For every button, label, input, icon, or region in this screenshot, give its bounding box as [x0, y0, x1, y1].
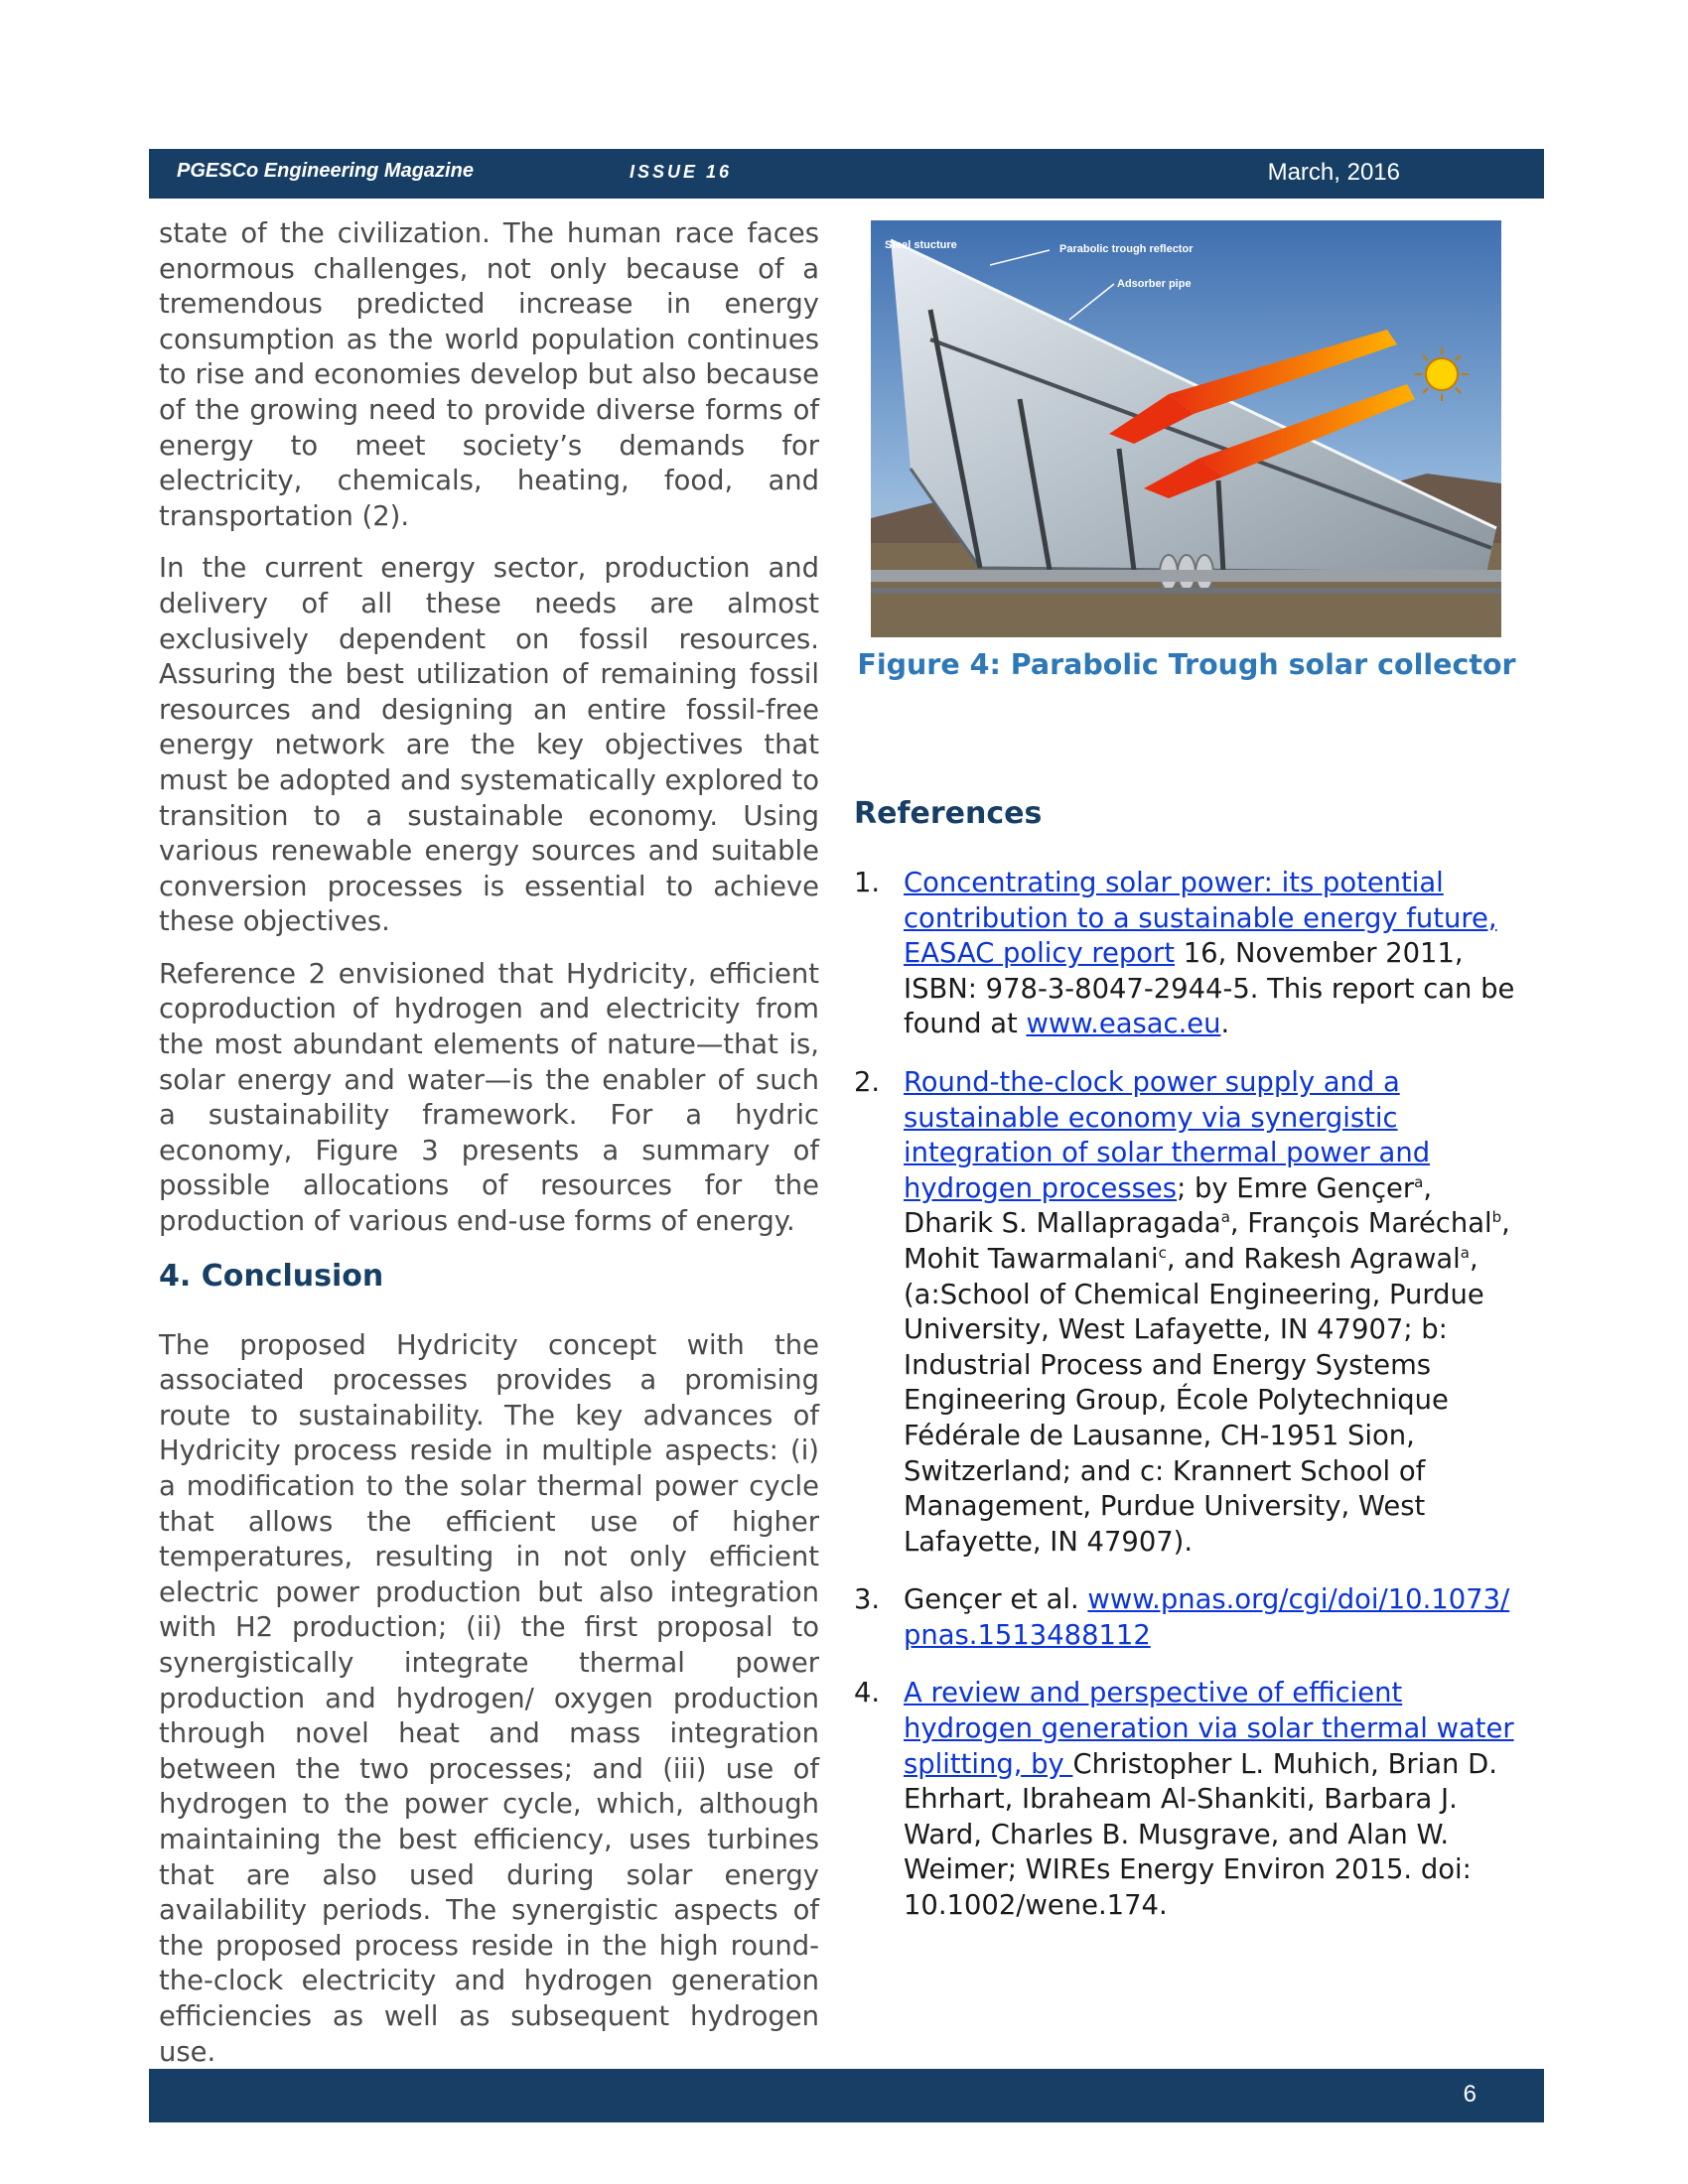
issue-label: ISSUE 16	[630, 162, 733, 182]
reference-number: 3.	[854, 1584, 881, 1616]
reference-text: , François Maréchal	[1229, 1208, 1492, 1240]
label-adsorber-pipe: Adsorber pipe	[1117, 278, 1192, 290]
affiliation-mark: a	[1220, 1208, 1230, 1227]
reference-number: 1.	[854, 868, 881, 898]
reference-item	[854, 1065, 1521, 1560]
reference-item	[854, 866, 1521, 1042]
affiliation-mark: c	[1158, 1243, 1167, 1262]
figure-caption: Figure 4: Parabolic Trough solar collector	[857, 648, 1516, 681]
easac-link[interactable]: www.easac.eu	[1026, 1009, 1221, 1040]
reference-number: 4.	[854, 1678, 881, 1709]
pnas-link[interactable]: www.pnas.org/cgi/doi/10.1073/ pnas.1513488112	[904, 1584, 1510, 1651]
label-steel-structure: Steel stucture	[885, 239, 957, 251]
reference-text: Gençer et al.	[904, 1584, 1088, 1616]
footer-bar	[149, 2069, 1544, 2122]
magazine-title: PGESCo Engineering Magazine	[177, 160, 474, 182]
affiliation-mark: a	[1414, 1172, 1424, 1191]
body-paragraph: state of the civilization. The human race faces enormous challenges, not only because of a tremendous predicted increase in energy consumption as the world population continues to rise and economies develop but also because of the growing need to provide diverse forms of energy to meet society’s demands for electricity, chemicals, heating, food, and transportation (2).	[159, 218, 819, 532]
reference-text: Christopher L. Muhich, Brian D. Ehrhart, Ibraheam Al-Shankiti, Barbara J. Ward, Charles B. Musgrave, and Alan W. Weimer; WIREs Energy Environ 2015. doi: 10.1002/wene.174.	[904, 1748, 1497, 1922]
header-bar	[149, 149, 1544, 199]
reference-text: 16, November 2011, ISBN: 978-3-8047-2944-5. This report can be found at	[904, 938, 1515, 1040]
reference-text: .	[1220, 1009, 1230, 1040]
reference-text: ; by Emre Gençer	[1177, 1172, 1415, 1204]
reference-text: , (a:School of Chemical Engineering, Purdue University, West Lafayette, IN 47907; b: Industrial Process and Energy Systems Engineering Group, École Polytechnique Fédérale de Lausanne, CH-1951 Sion, Switzerland; and c: Krannert School of Management, Purdue University, West Lafayette, IN 47907).	[904, 1243, 1484, 1558]
reference-link[interactable]: Round-the-clock power supply and a sustainable economy via synergistic integration of solar thermal power and hydrogen processes	[904, 1066, 1431, 1204]
affiliation-mark: b	[1491, 1208, 1502, 1227]
reference-text: , Mohit Tawarmalani	[904, 1208, 1510, 1275]
parabolic-trough-photo	[871, 220, 1501, 637]
body-paragraph: The proposed Hydricity concept with the associated processes provides a promising route to sustainability. The key advances of Hydricity process reside in multiple aspects: (i) a modification to the solar thermal power cycle that allows the efficient use of higher temperatures, resulting in not only efficient electric power production but also integration with H2 production; (ii) the first proposal to synergistically integrate thermal power production and hydrogen/ oxygen production through novel heat and mass integration between the two processes; and (iii) use of hydrogen to the power cycle, which, although maintaining the best efficiency, uses turbines that are also used during solar energy availability periods. The synergistic aspects of the proposed process reside in the high round-the-clock electricity and hydrogen generation efficiencies as well as subsequent hydrogen use.	[159, 1329, 819, 2068]
references-list	[854, 866, 1521, 1947]
body-paragraph: Reference 2 envisioned that Hydricity, efficient coproduction of hydrogen and electricity from the most abundant elements of nature—that is, solar energy and water—is the enabler of such a sustainability framework. For a hydric economy, Figure 3 presents a summary of possible allocations of resources for the production of various end-use forms of energy.	[159, 958, 819, 1238]
reference-link[interactable]: A review and perspective of efficient hydrogen generation via solar thermal water splitting, by	[904, 1678, 1514, 1780]
left-column	[159, 216, 819, 2087]
reference-link[interactable]: Concentrating solar power: its potential contribution to a sustainable energy future, EASAC policy report	[904, 868, 1497, 970]
page-number: 6	[1463, 2081, 1477, 2108]
reference-item	[854, 1582, 1521, 1653]
reference-text: , and Rakesh Agrawal	[1166, 1243, 1461, 1275]
references-heading: References	[854, 796, 1043, 831]
reference-text: , Dharik S. Mallapragada	[904, 1172, 1433, 1240]
body-paragraph: In the current energy sector, production and delivery of all these needs are almost exclusively dependent on fossil resources. Assuring the best utilization of remaining fossil resources and designing an entire fossil-free energy network are the key objectives that must be adopted and systematically explored to transition to a sustainable economy. Using various renewable energy sources and suitable conversion processes is essential to achieve these objectives.	[159, 553, 819, 938]
label-reflector: Parabolic trough reflector	[1059, 243, 1194, 255]
reference-item	[854, 1676, 1521, 1923]
reference-number: 2.	[854, 1066, 881, 1098]
issue-date: March, 2016	[1267, 159, 1400, 186]
conclusion-heading: 4. Conclusion	[159, 1258, 384, 1294]
affiliation-mark: a	[1460, 1243, 1470, 1262]
